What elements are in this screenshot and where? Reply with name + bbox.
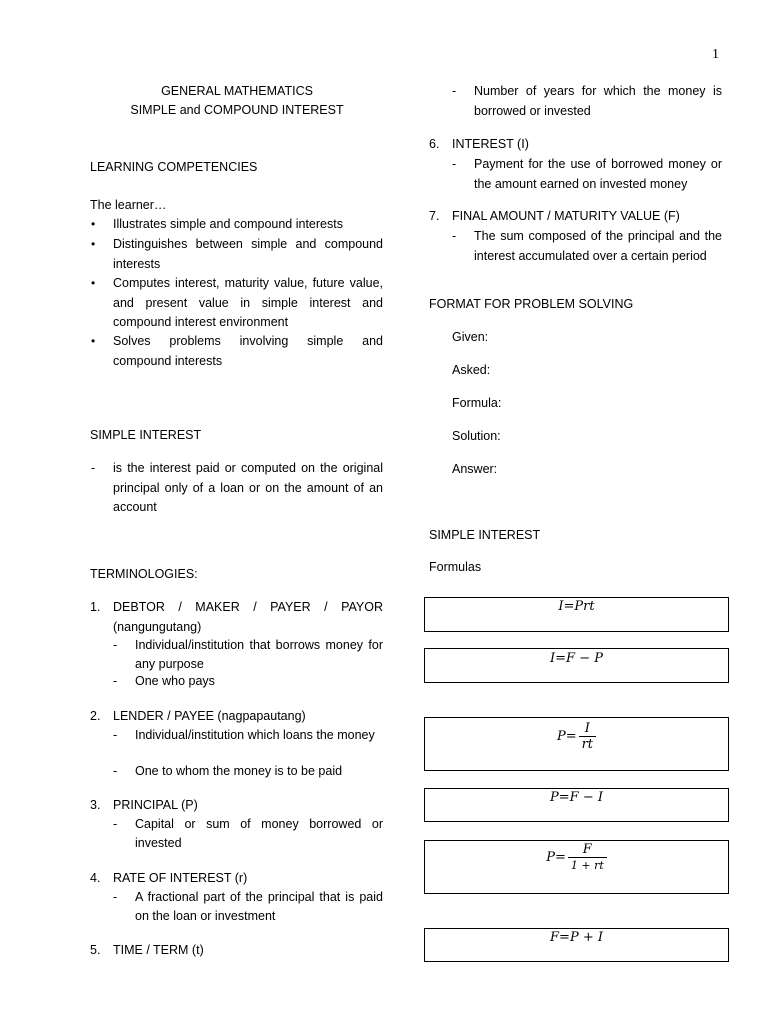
term-item: 3. PRINCIPAL (P)	[90, 798, 198, 812]
document-subtitle: SIMPLE and COMPOUND INTEREST	[130, 103, 344, 117]
dash-marker: -	[113, 764, 118, 778]
formula-interest-difference: I=F − P	[550, 651, 603, 666]
term-item: 2. LENDER / PAYEE (nagpapautang)	[90, 709, 306, 723]
term-number: 6.	[429, 137, 440, 151]
bullet-marker: •	[91, 237, 96, 251]
term-sub-item: - One to whom the money is to be paid	[113, 764, 343, 778]
term-item: 7. FINAL AMOUNT / MATURITY VALUE (F)	[429, 209, 680, 223]
dash-marker: -	[452, 229, 457, 243]
terminologies-heading: TERMINOLOGIES:	[90, 567, 198, 581]
page-number: 1	[712, 47, 719, 62]
format-step-formula: Formula:	[452, 396, 502, 410]
dash-marker: -	[113, 674, 118, 688]
term-sub-item: - A fractional part of the principal that is paid on the loan or investment	[113, 890, 383, 923]
bullet-marker: •	[91, 334, 96, 348]
term-sub-item: - The sum composed of the principal and the interest accumulated over a certain period	[474, 226, 722, 266]
fraction-numerator: F	[568, 842, 607, 858]
bullet-item: • Computes interest, maturity value, future value, and present value in simple interest and compound interest environment	[91, 276, 383, 329]
bullet-item: • Distinguishes between simple and compound interests	[91, 237, 383, 271]
term-item: 5. TIME / TERM (t)	[90, 943, 204, 957]
dash-marker: -	[113, 728, 118, 742]
learner-intro: The learner…	[90, 198, 167, 212]
bullet-item: • Solves problems involving simple and compound interests	[91, 334, 383, 368]
term-item: 6. INTEREST (I)	[429, 137, 529, 151]
formula-interest-prt: I=Prt	[558, 599, 595, 614]
learning-competencies-heading: LEARNING COMPETENCIES	[90, 160, 258, 174]
formula-principal-difference: P=F − I	[550, 790, 603, 805]
term-sub-item: - Number of years for which the money is borrowed or invested	[474, 81, 722, 121]
dash-marker: -	[113, 890, 118, 904]
format-step-answer: Answer:	[452, 462, 498, 476]
term-number: 3.	[90, 798, 101, 812]
term-number: 5.	[90, 943, 101, 957]
format-step-asked: Asked:	[452, 363, 491, 377]
bullet-marker: •	[91, 217, 96, 231]
formula-box	[424, 928, 729, 962]
term-number: 4.	[90, 871, 101, 885]
dash-marker: -	[113, 638, 118, 652]
formula-principal-quotient: P= $\frac{I}{rt}$	[425, 721, 728, 752]
term-sub-item: - Individual/institution that borrows money for any purpose	[113, 638, 383, 671]
formula-box	[424, 717, 729, 771]
term-sub-item: - One who pays	[113, 674, 215, 688]
format-step-given: Given:	[452, 330, 489, 344]
simple-interest-definition: - is the interest paid or computed on the original principal only of a loan or on the amount of an account	[91, 461, 383, 514]
term-sub-item: - Individual/institution which loans the money	[135, 726, 383, 745]
fraction-numerator: I	[579, 721, 596, 737]
formulas-label: Formulas	[429, 560, 482, 574]
term-sub-item: - Capital or sum of money borrowed or invested	[113, 817, 383, 850]
term-number: 2.	[90, 709, 101, 723]
formula-box	[424, 788, 729, 822]
term-sub-item: - Payment for the use of borrowed money or the amount earned on invested money	[474, 154, 722, 194]
term-number: 7.	[429, 209, 440, 223]
term-item: 4. RATE OF INTEREST (r)	[90, 871, 248, 885]
term-item: 1. DEBTOR / MAKER / PAYER / PAYOR (nangungutang)	[90, 600, 383, 634]
dash-marker: -	[91, 461, 96, 475]
dash-marker: -	[452, 157, 457, 171]
format-step-solution: Solution:	[452, 429, 501, 443]
simple-interest-heading: SIMPLE INTEREST	[90, 428, 202, 442]
dash-marker: -	[113, 817, 118, 831]
fraction-denominator: 1 + rt	[570, 859, 604, 872]
formula-final-amount: F=P + I	[550, 930, 603, 945]
formula-box	[424, 597, 729, 632]
term-number: 1.	[90, 600, 101, 614]
format-heading: FORMAT FOR PROBLEM SOLVING	[429, 297, 634, 311]
fraction-denominator: rt	[581, 737, 594, 752]
bullet-item: • Illustrates simple and compound interests	[113, 215, 383, 235]
bullet-marker: •	[91, 276, 96, 290]
document-title: GENERAL MATHEMATICS	[161, 84, 313, 98]
formula-box	[424, 648, 729, 683]
formula-box	[424, 840, 729, 894]
simple-interest-formulas-heading: SIMPLE INTEREST	[429, 528, 541, 542]
formula-principal-present-value: P= $\frac{F}{1 + rt}$	[425, 842, 728, 873]
dash-marker: -	[452, 84, 457, 98]
